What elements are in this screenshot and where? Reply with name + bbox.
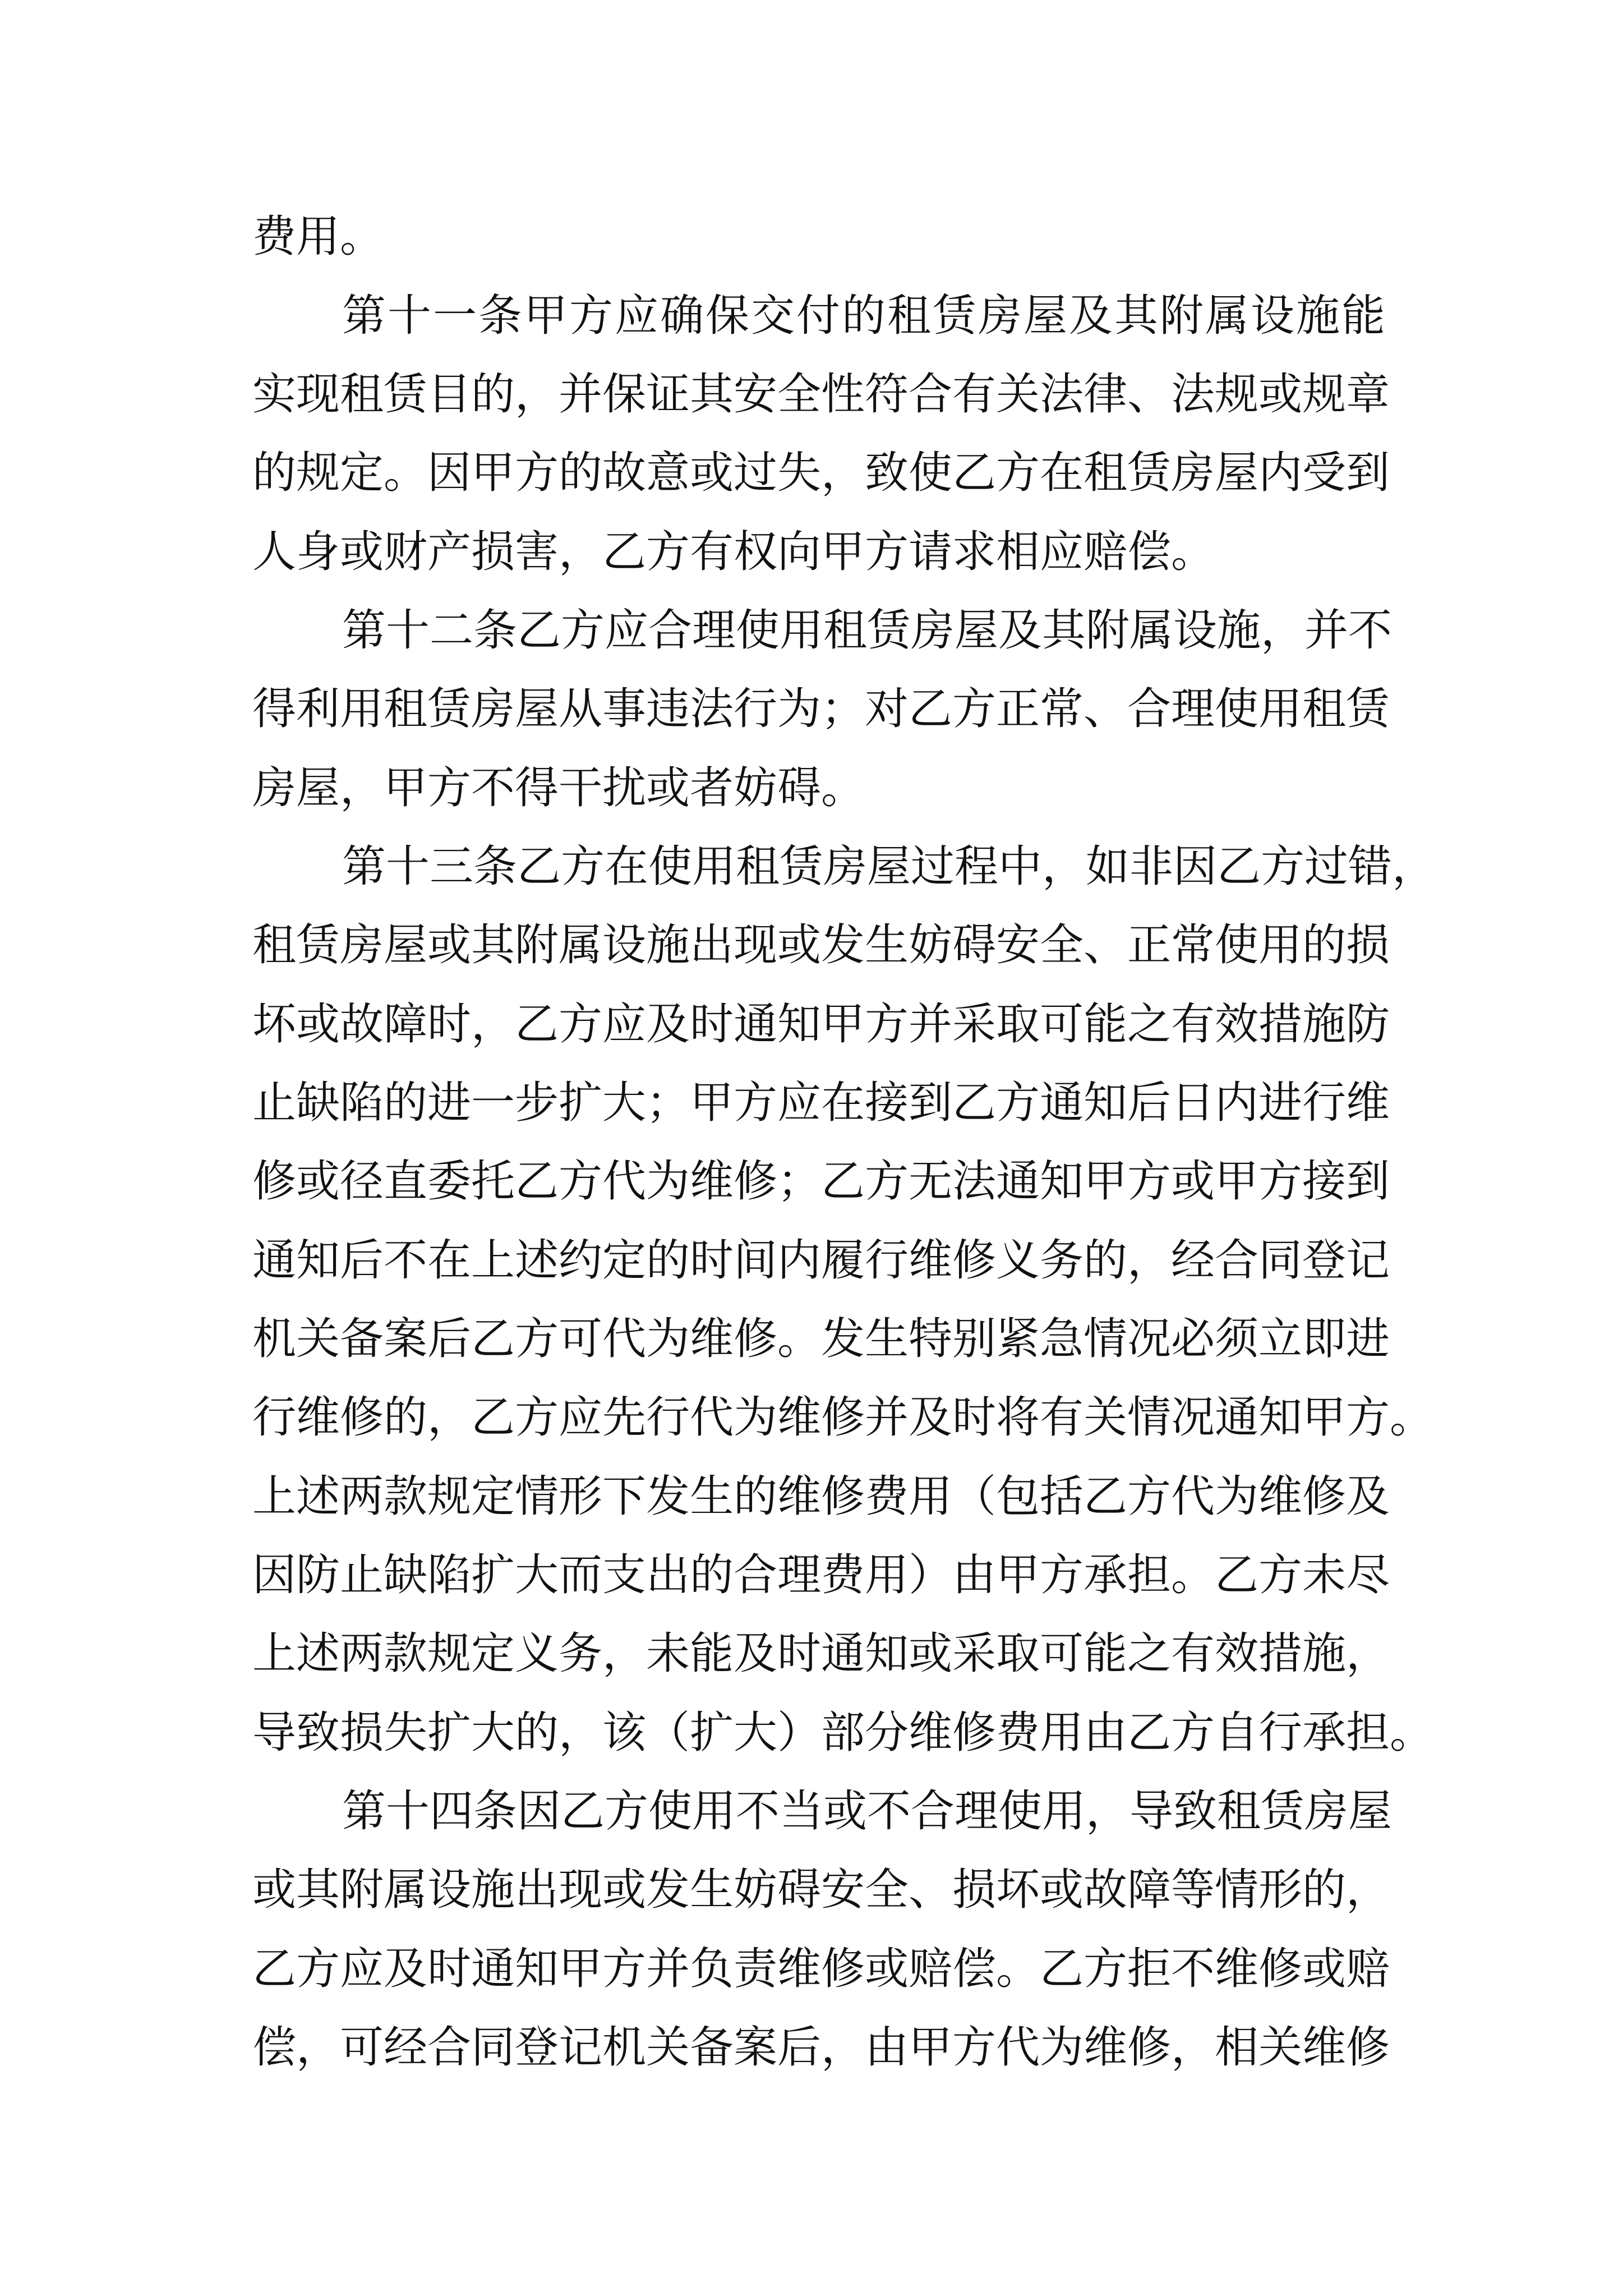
text-line-3: 实现租赁目的，并保证其安全性符合有关法律、法规或规章 (252, 369, 1390, 420)
text-line-20: 导致损失扩大的，该（扩大）部分维修费用由乙方自行承担。 (252, 1708, 1434, 1758)
text-line-23: 乙方应及时通知甲方并负责维修或赔偿。乙方拒不维修或赔 (252, 1944, 1390, 1994)
text-line-14: 通知后不在上述约定的时间内履行维修义务的，经合同登记 (252, 1235, 1390, 1286)
text-line-22: 或其附属设施出现或发生妨碍安全、损坏或故障等情形的， (252, 1865, 1390, 1915)
text-line-18: 因防止缺陷扩大而支出的合理费用）由甲方承担。乙方未尽 (252, 1550, 1390, 1600)
text-line-16: 行维修的，乙方应先行代为维修并及时将有关情况通知甲方。 (252, 1392, 1434, 1443)
text-line-2: 第十一条甲方应确保交付的租赁房屋及其附属设施能 (342, 291, 1385, 341)
text-line-7: 得利用租赁房屋从事违法行为；对乙方正常、合理使用租赁 (252, 684, 1390, 734)
text-line-13: 修或径直委托乙方代为维修；乙方无法通知甲方或甲方接到 (252, 1156, 1390, 1207)
text-line-19: 上述两款规定义务，未能及时通知或采取可能之有效措施， (252, 1628, 1390, 1679)
text-line-9: 第十三条乙方在使用租赁房屋过程中，如非因乙方过错， (342, 841, 1436, 892)
text-line-10: 租赁房屋或其附属设施出现或发生妨碍安全、正常使用的损 (252, 920, 1390, 970)
text-line-24: 偿，可经合同登记机关备案后，由甲方代为维修，相关维修 (252, 2022, 1390, 2073)
text-line-11: 坏或故障时，乙方应及时通知甲方并采取可能之有效措施防 (252, 999, 1390, 1050)
text-line-8: 房屋，甲方不得干扰或者妨碍。 (252, 763, 865, 813)
text-line-4: 的规定。因甲方的故意或过失，致使乙方在租赁房屋内受到 (252, 448, 1390, 498)
text-line-15: 机关备案后乙方可代为维修。发生特别紧急情况必须立即进 (252, 1314, 1390, 1364)
text-line-12: 止缺陷的进一步扩大；甲方应在接到乙方通知后日内进行维 (252, 1078, 1390, 1128)
text-line-5: 人身或财产损害，乙方有权向甲方请求相应赔偿。 (252, 527, 1215, 577)
text-line-21: 第十四条因乙方使用不当或不合理使用，导致租赁房屋 (342, 1786, 1393, 1837)
text-line-17: 上述两款规定情形下发生的维修费用（包括乙方代为维修及 (252, 1471, 1390, 1522)
text-line-1: 费用。 (252, 211, 384, 262)
text-line-6: 第十二条乙方应合理使用租赁房屋及其附属设施，并不 (342, 605, 1393, 656)
